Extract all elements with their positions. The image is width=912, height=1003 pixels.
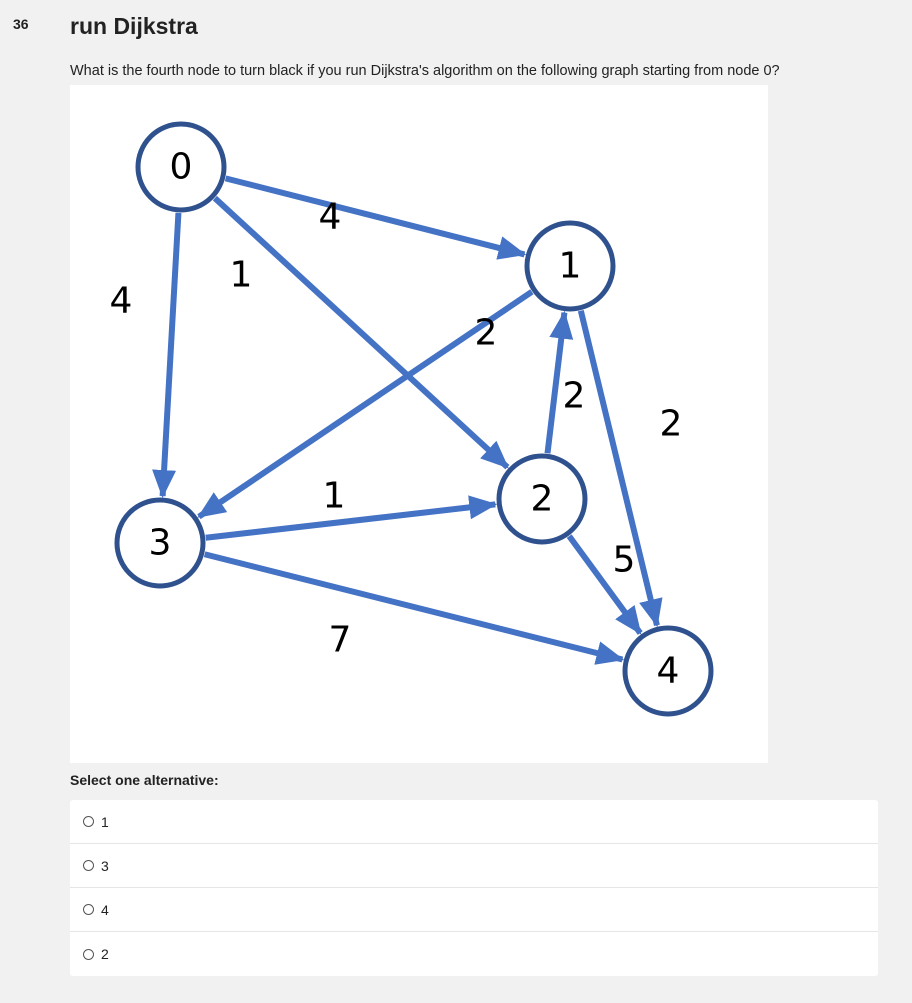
edge-weight-2-4: 5	[612, 539, 636, 581]
answer-option-1[interactable]	[70, 800, 878, 844]
graph-node-3	[117, 500, 203, 586]
select-alternative-label: Select one alternative:	[70, 772, 219, 788]
answer-option-label: 1	[101, 813, 109, 830]
graph-node-2	[499, 456, 585, 542]
node-label: 3	[148, 522, 172, 564]
question-title: run Dijkstra	[70, 13, 198, 39]
edge-weight-3-2: 1	[322, 475, 346, 517]
node-label: 1	[558, 245, 582, 287]
edge-3-4	[205, 554, 623, 659]
edge-weight-2-1: 2	[562, 375, 586, 417]
graph-node-0	[138, 124, 224, 210]
edge-weight-0-3: 4	[109, 280, 133, 322]
edge-0-1	[226, 178, 525, 254]
graph-figure	[70, 85, 768, 763]
answer-option-label: 3	[101, 857, 109, 874]
answer-option-4[interactable]	[70, 888, 878, 932]
node-label: 2	[530, 478, 554, 520]
radio-button[interactable]	[83, 949, 94, 960]
edge-weight-3-4: 7	[328, 619, 352, 661]
answer-option-label: 2	[101, 946, 109, 962]
answer-options	[70, 800, 878, 976]
radio-button[interactable]	[83, 816, 94, 827]
answer-option-2[interactable]	[70, 932, 878, 976]
radio-button[interactable]	[83, 904, 94, 915]
edge-weight-1-4: 2	[659, 403, 683, 445]
graph-node-4	[625, 628, 711, 714]
graph-diagram	[70, 85, 768, 763]
question-text: What is the fourth node to turn black if you run Dijkstra's algorithm on the following graph starting from node 0?	[70, 63, 780, 79]
question-number: 36	[13, 16, 29, 32]
answer-option-label: 4	[101, 901, 109, 918]
graph-node-1	[527, 223, 613, 309]
edge-weight-1-3: 2	[474, 312, 498, 354]
edge-weight-0-1: 4	[318, 196, 342, 238]
edge-0-3	[163, 213, 179, 496]
answer-option-3[interactable]	[70, 844, 878, 888]
node-label: 4	[656, 650, 680, 692]
edge-3-2	[206, 504, 496, 537]
node-label: 0	[169, 146, 193, 188]
edge-weight-0-2: 1	[229, 254, 253, 296]
radio-button[interactable]	[83, 860, 94, 871]
